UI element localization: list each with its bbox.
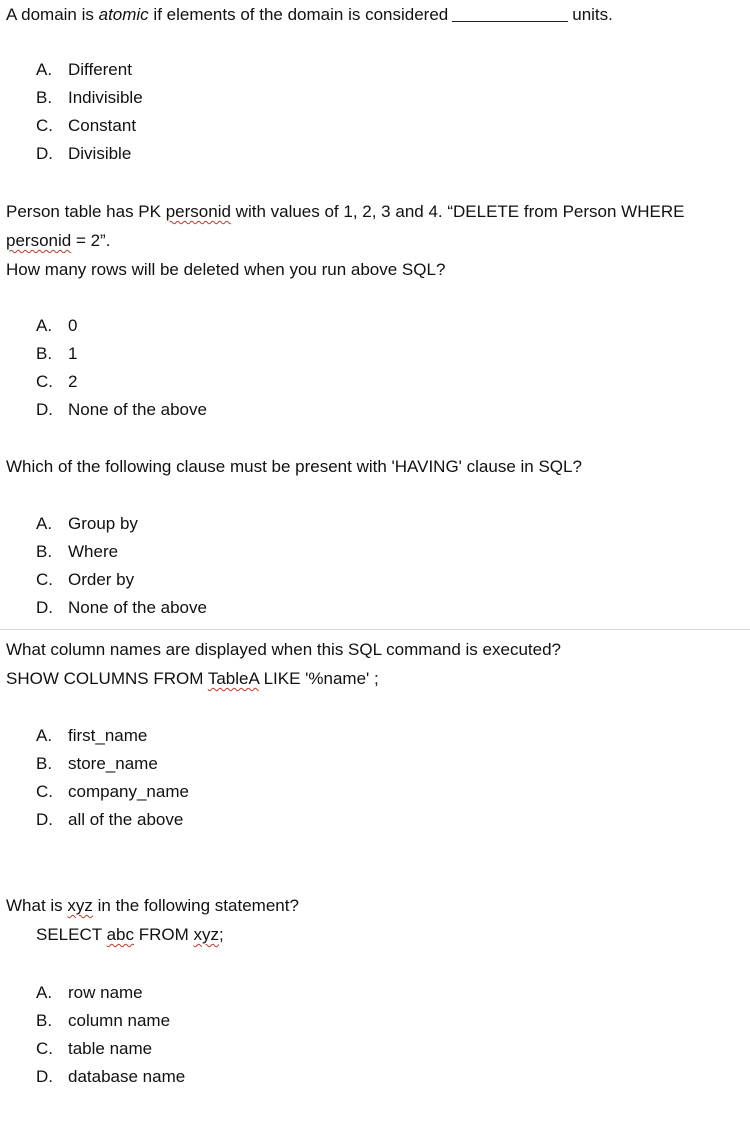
option-letter: C. [36, 570, 53, 589]
option-item [36, 806, 189, 834]
q5-line2-c: FROM [133, 925, 194, 944]
option-text: 0 [68, 316, 78, 335]
option-letter: C. [36, 116, 53, 135]
q4-line2-b: TableA [207, 669, 259, 688]
question-5-options [36, 979, 185, 1091]
option-text: Order by [68, 570, 135, 589]
option-text: Group by [68, 514, 138, 533]
question-4-options [36, 722, 189, 834]
option-text: 2 [68, 372, 78, 391]
question-5-stem [6, 891, 746, 949]
option-item [36, 979, 185, 1007]
option-item [36, 396, 207, 424]
option-letter: A. [36, 60, 53, 79]
option-item [36, 538, 207, 566]
option-text: table name [68, 1039, 153, 1058]
option-item [36, 1035, 185, 1063]
option-item [36, 566, 207, 594]
option-letter: C. [36, 372, 53, 391]
q2-line1-a: Person table has PK [6, 202, 166, 221]
option-text: None of the above [68, 598, 207, 617]
option-text: database name [68, 1067, 186, 1086]
q4-line1: What column names are displayed when this SQL command is executed? [6, 640, 561, 659]
option-item [36, 112, 143, 140]
question-1-stem [6, 0, 746, 29]
q2-line2-a: personid [6, 231, 72, 250]
option-letter: B. [36, 344, 53, 363]
q2-line1-c: with values of 1, 2, 3 and 4. “DELETE from Person WHERE [230, 202, 685, 221]
option-letter: D. [36, 810, 53, 829]
q4-line2-c: LIKE '%name' ; [258, 669, 379, 688]
question-3-options [36, 510, 207, 622]
option-item [36, 1007, 185, 1035]
q2-line1-b: personid [165, 202, 231, 221]
option-letter: C. [36, 782, 53, 801]
answer-blank [452, 3, 568, 22]
question-2-stem [6, 197, 746, 284]
option-letter: D. [36, 598, 53, 617]
option-item [36, 722, 189, 750]
question-2-options [36, 312, 207, 424]
option-item [36, 140, 143, 168]
option-item [36, 84, 143, 112]
q5-line1-b: xyz [67, 896, 93, 915]
q1-text-a: A domain is [6, 5, 99, 24]
option-text: Different [68, 60, 132, 79]
question-3-stem [6, 452, 746, 481]
option-letter: D. [36, 1067, 53, 1086]
option-letter: D. [36, 400, 53, 419]
option-letter: B. [36, 754, 53, 773]
option-letter: B. [36, 1011, 53, 1030]
q2-line2-b: = 2”. [71, 231, 111, 250]
option-text: Constant [68, 116, 137, 135]
option-item [36, 312, 207, 340]
option-text: None of the above [68, 400, 207, 419]
question-4-stem [6, 635, 746, 693]
option-item [36, 340, 207, 368]
option-text: column name [68, 1011, 171, 1030]
option-letter: C. [36, 1039, 53, 1058]
option-letter: A. [36, 316, 53, 335]
q5-line1-a: What is [6, 896, 68, 915]
section-divider [0, 629, 750, 630]
option-text: 1 [68, 344, 78, 363]
q4-line2-a: SHOW COLUMNS FROM [6, 669, 208, 688]
q3-line1: Which of the following clause must be present with 'HAVING' clause in SQL? [6, 457, 582, 476]
option-item [36, 510, 207, 538]
q5-line1-c: in the following statement? [92, 896, 299, 915]
option-item [36, 594, 207, 622]
q2-line3: How many rows will be deleted when you run above SQL? [6, 260, 446, 279]
option-text: first_name [68, 726, 148, 745]
option-letter: B. [36, 542, 53, 561]
q5-line2-d: xyz [193, 925, 219, 944]
q5-line2-b: abc [106, 925, 134, 944]
option-text: Where [68, 542, 119, 561]
option-item [36, 1063, 185, 1091]
q5-line2-e: ; [218, 925, 224, 944]
q1-text-italic: atomic [98, 5, 149, 24]
option-text: company_name [68, 782, 189, 801]
option-text: Indivisible [68, 88, 143, 107]
q1-text-c: units. [572, 5, 613, 24]
option-letter: A. [36, 983, 53, 1002]
option-text: store_name [68, 754, 158, 773]
option-text: Divisible [68, 144, 132, 163]
option-item [36, 56, 143, 84]
option-letter: D. [36, 144, 53, 163]
option-text: all of the above [68, 810, 184, 829]
option-item [36, 778, 189, 806]
option-letter: B. [36, 88, 53, 107]
option-letter: A. [36, 514, 53, 533]
q1-text-b: if elements of the domain is considered [148, 5, 449, 24]
option-item [36, 750, 189, 778]
option-letter: A. [36, 726, 53, 745]
option-item [36, 368, 207, 396]
option-text: row name [68, 983, 143, 1002]
q5-line2-a: SELECT [36, 925, 107, 944]
question-1-options [36, 56, 143, 168]
